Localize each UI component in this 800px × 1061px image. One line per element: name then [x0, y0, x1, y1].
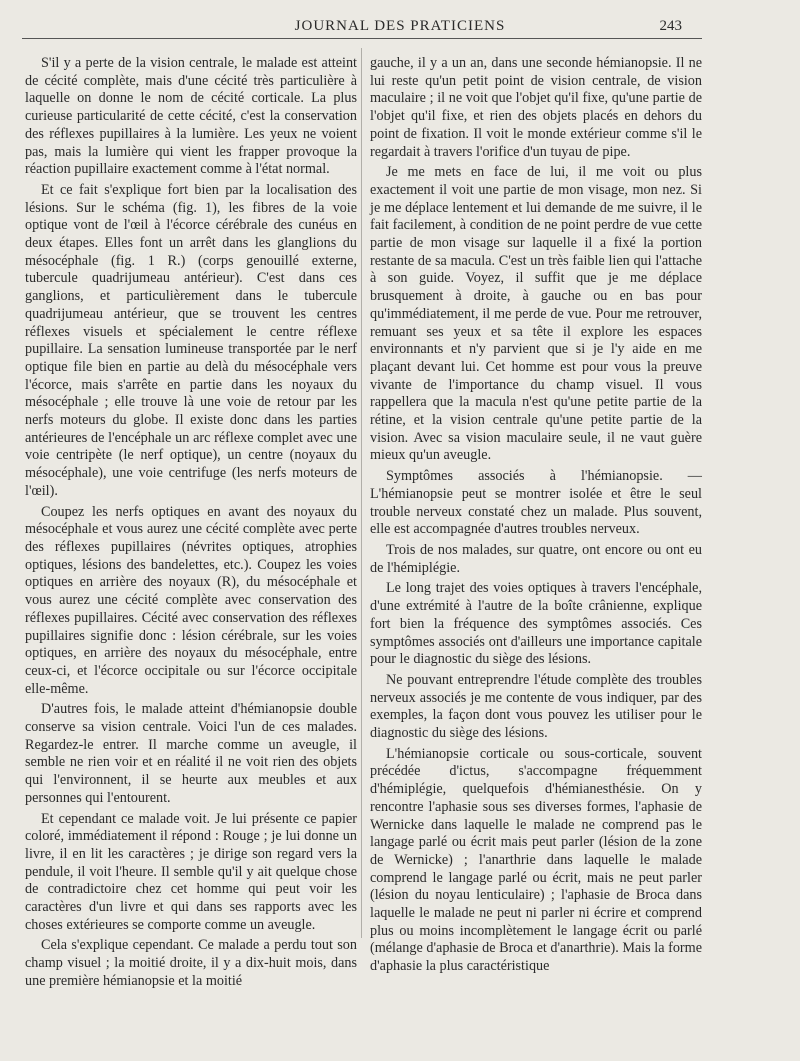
- left-column: [25, 55, 357, 994]
- paragraph: S'il y a perte de la vision centrale, le malade est atteint de cécité complète, mais d'une cécité très particulière à laquelle on donne le nom de cécité corticale. La plus curieuse particularité de cette cécité, c'est la conservation des réflexes pupillaires à la lumière. Les yeux ne voient pas, mais la lumière qui vient les frapper provoque la réaction pupillaire exactement comme à l'état normal.: [25, 55, 357, 178]
- running-title: JOURNAL DES PRATICIENS: [294, 18, 506, 34]
- paragraph: Coupez les nerfs optiques en avant des noyaux du mésocéphale et vous aurez une cécité complète avec perte des réflexes pupillaires (névrites optiques, atrophies optiques, lésions des bandelettes, etc.). Coupez les voies optiques en arrière des noyaux (R), du mésocéphale et vous aurez une cécité complète avec conservation des réflexes pupillaires. Cécité avec conservation des réflexes pupillaires signifie donc : lésion cérébrale, sur les voies optiques, en arrière des noyaux du mésocéphale, entre ceux-ci, et l'écorce occipitale ou sur l'écorce occipitale elle-même.: [25, 503, 357, 697]
- column-divider: [361, 48, 362, 938]
- paragraph: Le long trajet des voies optiques à travers l'encéphale, d'une extrémité à l'autre de la boîte crânienne, explique fort bien la fréquence des symptômes associés. Ces symptômes associés ont d'ailleurs une importance capitale pour le diagnostic du siège des lésions.: [370, 580, 702, 668]
- paragraph: Ne pouvant entreprendre l'étude complète des troubles nerveux associés je me contente de vous indiquer, par des exemples, la façon dont vous pouvez les utiliser pour le diagnostic du siège des lésions.: [370, 671, 702, 742]
- paragraph: Et cependant ce malade voit. Je lui présente ce papier coloré, immédiatement il répond : Rouge ; je lui donne un livre, il en lit les caractères ; je dirige son regard vers la pendule, il voit l'heure. Il semble qu'il y ait quelque chose de contradictoire chez cet homme qui peut voir les caractères d'un livre et qui dans ses rapports avec les choses extérieures se comporte comme un aveugle.: [25, 810, 357, 933]
- paragraph: Symptômes associés à l'hémianopsie. — L'hémianopsie peut se montrer isolée et être le seul trouble nerveux constaté chez un malade. Plus souvent, elle est accompagnée d'autres troubles nerveux.: [370, 468, 702, 538]
- paragraph: Cela s'explique cependant. Ce malade a perdu tout son champ visuel ; la moitié droite, il y a dix-huit mois, dans une première hémianopsie et la moitié: [25, 937, 357, 989]
- paragraph: Trois de nos malades, sur quatre, ont encore ou ont eu de l'hémiplégie.: [370, 541, 702, 576]
- right-column: [370, 55, 702, 979]
- header-rule: [22, 38, 702, 39]
- paragraph: D'autres fois, le malade atteint d'hémianopsie double conserve sa vision centrale. Voici l'un de ces malades. Regardez-le entrer. Il marche comme un aveugle, il semble ne rien voir et en réalité il ne voit rien des objets qui l'environnent, il se heurte aux meubles et aux personnes qui l'entourent.: [25, 701, 357, 806]
- paragraph: gauche, il y a un an, dans une seconde hémianopsie. Il ne lui reste qu'un petit point de vision centrale, de vision maculaire ; il ne voit que l'objet qu'il fixe, qu'une partie de l'objet qu'il fixe, et rien des objets placés en dehors du point de fixation. Il voit le monde extérieur comme s'il le regardait à travers l'orifice d'un tuyau de pipe.: [370, 55, 702, 160]
- paragraph: Et ce fait s'explique fort bien par la localisation des lésions. Sur le schéma (fig. 1), les fibres de la voie optique vont de l'œil à l'écorce cérébrale des cunéus en deux étapes. Elles font un arrêt dans les glanglions du mésocéphale (fig. 1 R.) (corps genouillé externe, tubercule quadrijumeau antérieur). C'est dans ces ganglions, et particulièrement dans le tubercule quadrijumeau antérieur, que se trouvent les centres réflexes visuels et spécialement le centre réflexe pupillaire. La sensation lumineuse transportée par le nerf optique file bien en partie au delà du mésocéphale vers l'écorce, mais s'arrête en partie dans les noyaux du mésocéphale ; elle trouve là une voie de retour par les nerfs moteurs du globe. Il existe donc dans les parties antérieures de l'encéphale un arc réflexe complet avec une voie centripète (le nerf optique), un centre (noyaux du mésocéphale), une voie centrifuge (les nerfs moteurs de l'œil).: [25, 181, 357, 499]
- paragraph: Je me mets en face de lui, il me voit ou plus exactement il voit une partie de mon visage, mon nez. Si je me déplace lentement et lui demande de me suivre, il le fait facilement, à condition de ne point perdre de vue cette partie de mon visage sur laquelle il a fixé la portion restante de sa macula. C'est un très faible lien qui l'attache à son guide. Voyez, il suffit que je me déplace brusquement à droite, à gauche ou en bas pour qu'immédiatement, il me perde de vue. Pour me retrouver, remuant ses yeux et sa tête il explore les espaces environnants et n'y parvient que si je l'y aide en me plaçant devant lui. Cet homme est pour vous la preuve vivante de l'importance du champ visuel. Il vous rappellera que la macula n'est qu'une petite partie de la rétine, et la vision centrale qu'une petite partie de la vision. Avec sa vision maculaire seule, il ne vaut guère mieux qu'un aveugle.: [370, 164, 702, 464]
- paragraph: L'hémianopsie corticale ou sous-corticale, souvent précédée d'ictus, s'accompagne fréquemment d'hémiplégie, quelquefois d'hémianesthésie. On y rencontre l'aphasie sous ses diverses formes, l'aphasie de Wernicke dans laquelle le malade ne comprend pas le langage parlé ou écrit mais peut parler (lésion de la zone de Wernicke) ; l'anarthrie dans laquelle le malade comprend le langage parlé ou écrit, mais ne peut parler (lésion du noyau lenticulaire) ; l'aphasie de Broca dans laquelle le malade ne peut ni parler ni écrire et comprend plus ou moins incomplètement le langage écrit ou parlé (mélange d'aphasie de Broca et d'anarthrie). Mais la forme d'aphasie la plus caractéristique: [370, 745, 702, 975]
- page-number: 243: [659, 18, 682, 34]
